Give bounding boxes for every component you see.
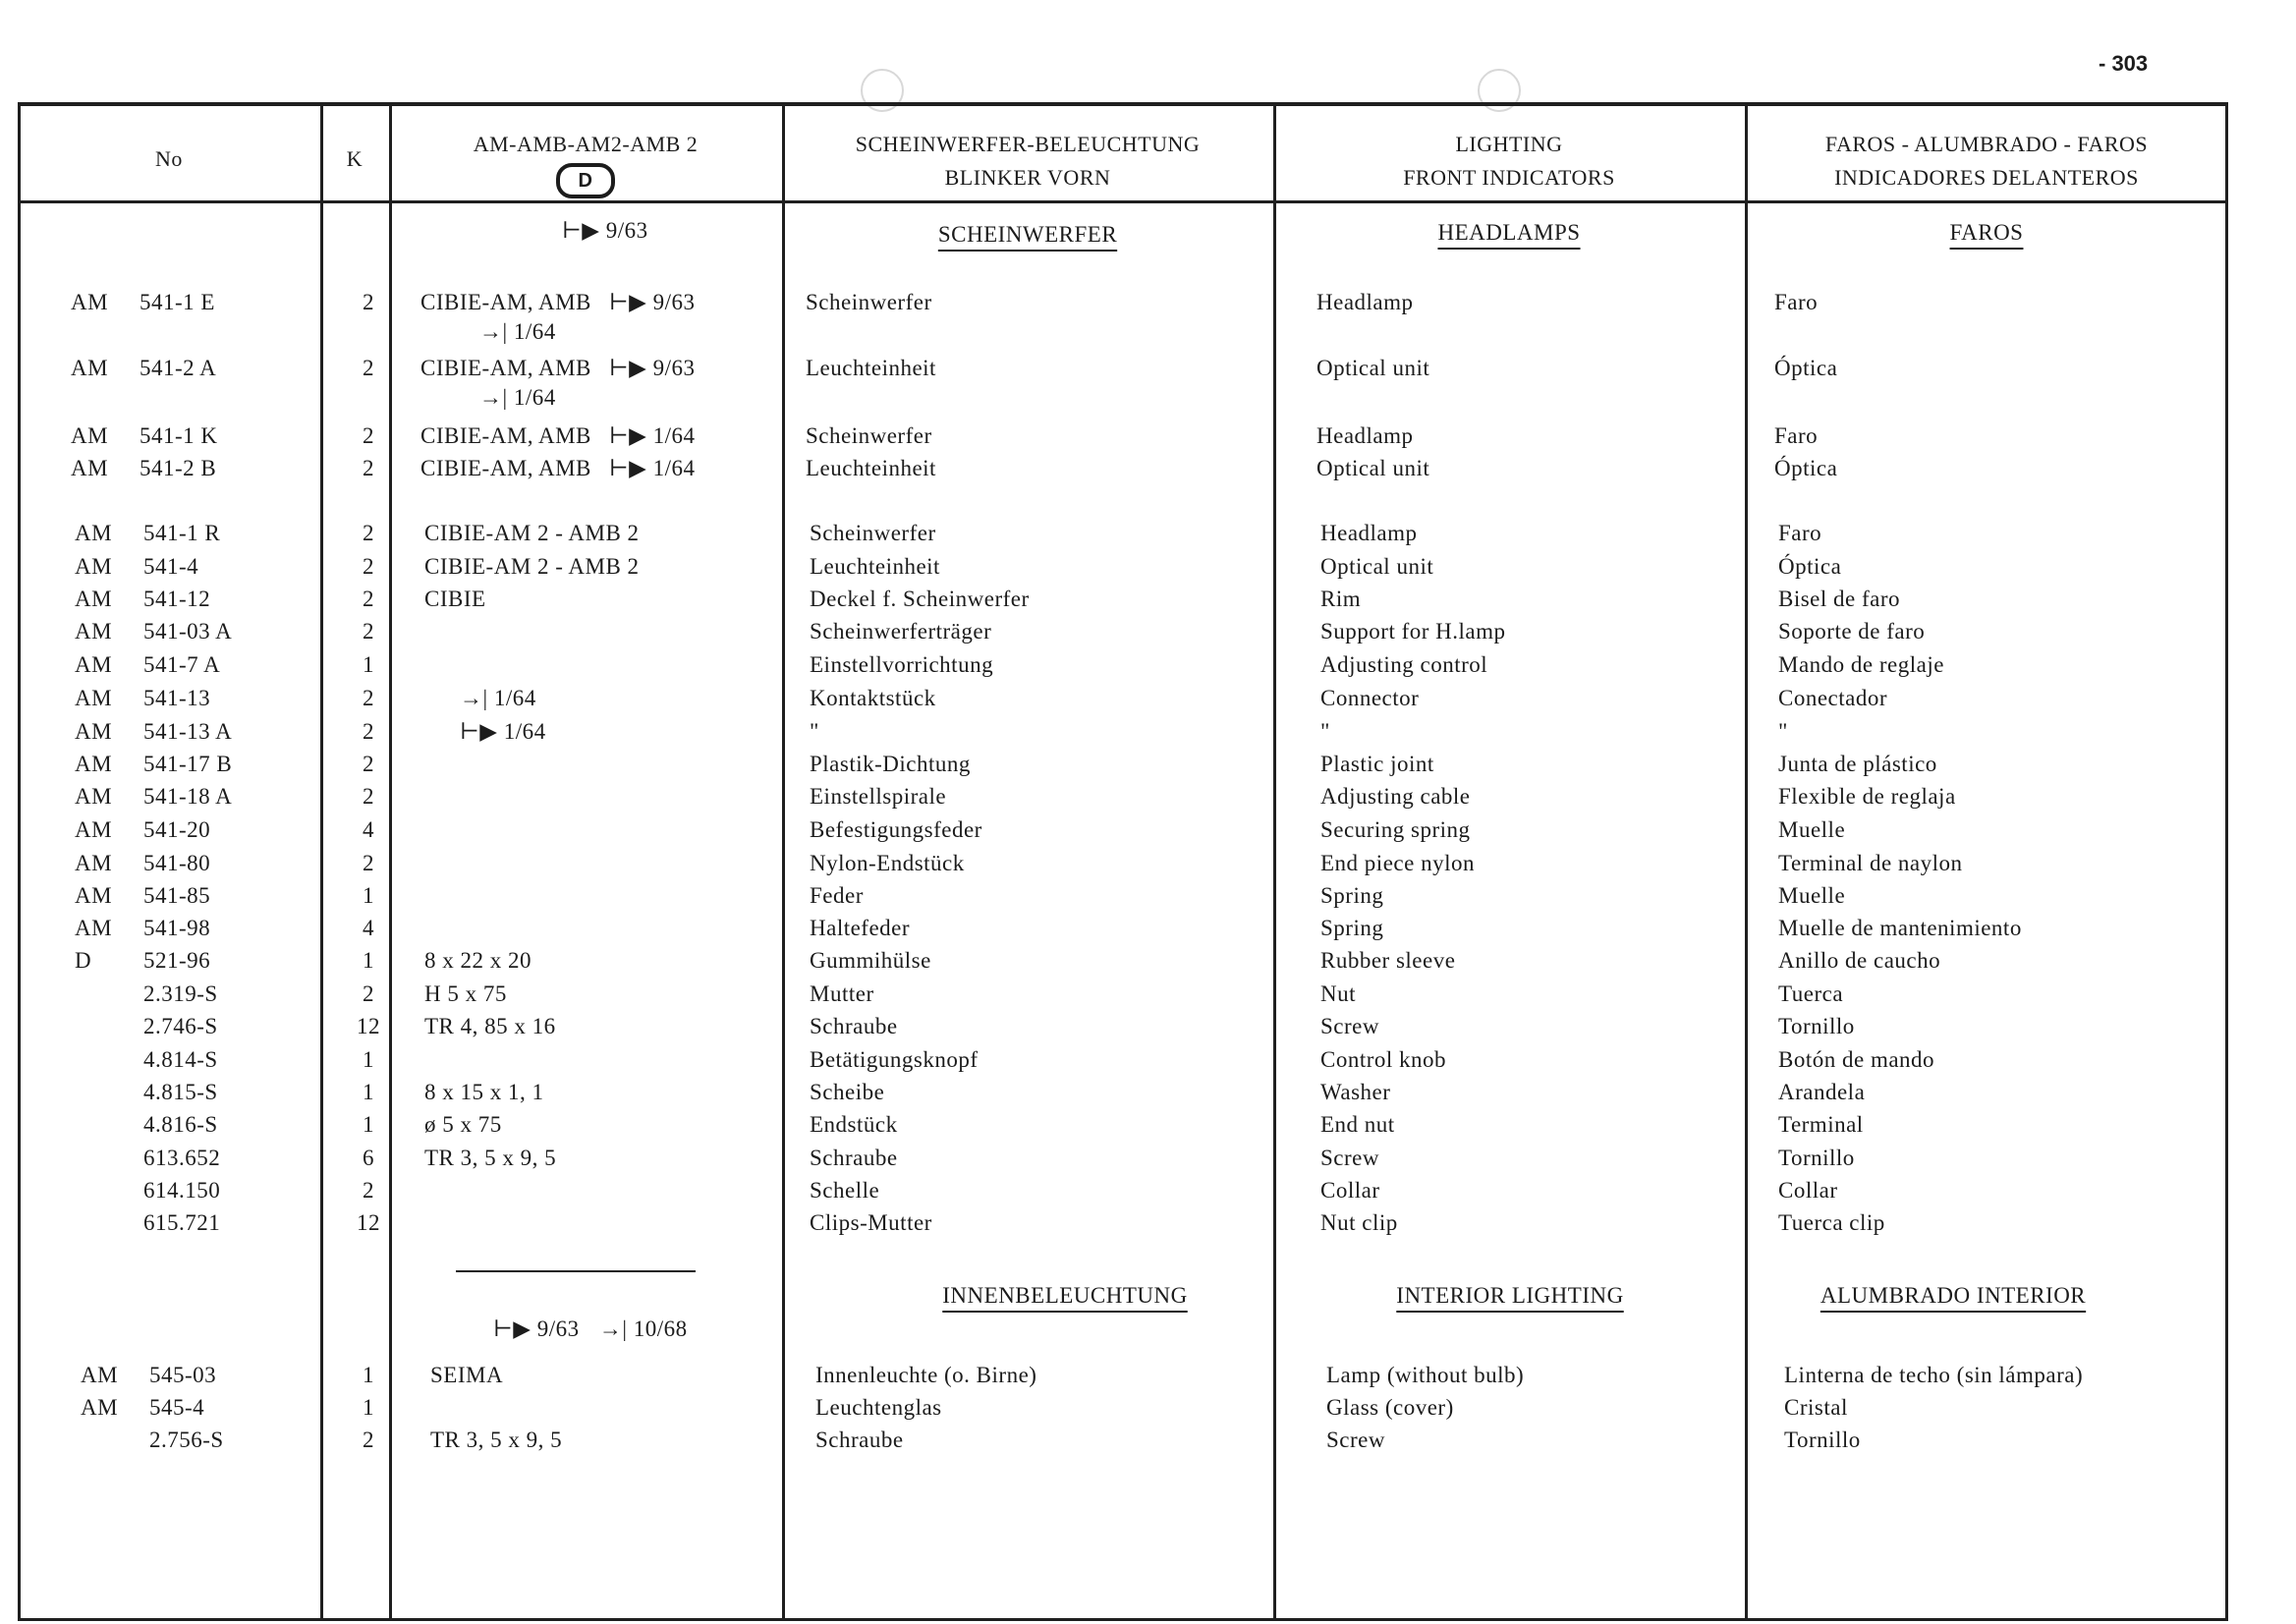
description-spanish: Tornillo <box>1778 1146 1855 1170</box>
header-german-line2: BLINKER VORN <box>944 165 1111 190</box>
quantity-k: 4 <box>363 817 374 842</box>
part-prefix: AM <box>75 619 113 644</box>
part-prefix: AM <box>75 652 113 677</box>
description-english: Optical unit <box>1316 356 1430 380</box>
description-german: Scheinwerfer <box>806 290 932 314</box>
description-english: End nut <box>1320 1112 1395 1137</box>
part-number: 541-1 K <box>140 423 218 448</box>
column-divider <box>1273 102 1276 1621</box>
description-spanish: Linterna de techo (sin lámpara) <box>1784 1363 2084 1387</box>
description-spanish: Muelle <box>1778 817 1846 842</box>
arrow-to-icon: →| <box>479 385 514 410</box>
part-prefix: AM <box>71 456 109 480</box>
header-german-line1: SCHEINWERFER-BELEUCHTUNG <box>855 132 1201 156</box>
description-english: Control knob <box>1320 1047 1447 1072</box>
description-german: Schelle <box>810 1178 880 1203</box>
description-english: Screw <box>1320 1146 1379 1170</box>
description-german: Betätigungsknopf <box>810 1047 979 1072</box>
model-spec <box>420 423 696 449</box>
date-note: 1/64 <box>513 385 556 410</box>
model-spec-text: SEIMA <box>430 1363 504 1387</box>
description-german: Innenleuchte (o. Birne) <box>815 1363 1037 1387</box>
model-spec-text: TR 4, 85 x 16 <box>424 1014 556 1038</box>
model-spec-text: CIBIE <box>424 587 486 611</box>
section1-date: 9/63 <box>605 218 648 243</box>
part-number: 2.746-S <box>143 1014 218 1038</box>
part-number: 541-1 E <box>140 290 215 314</box>
description-german: Schraube <box>810 1146 898 1170</box>
part-prefix: AM <box>75 719 113 744</box>
arrow-from-icon: ⊢▶ <box>493 1316 532 1341</box>
date-note: 1/64 <box>652 423 696 448</box>
model-spec-text: CIBIE-AM, AMB <box>420 456 591 480</box>
section1-title-german: SCHEINWERFER <box>937 222 1118 247</box>
quantity-k: 1 <box>363 1112 374 1137</box>
part-prefix: AM <box>81 1363 119 1387</box>
part-prefix: AM <box>75 883 113 908</box>
description-english: End piece nylon <box>1320 851 1475 875</box>
description-spanish: Faro <box>1774 290 1819 314</box>
description-german: Scheinwerfer <box>806 423 932 448</box>
description-english: Screw <box>1320 1014 1379 1038</box>
description-english: Collar <box>1320 1178 1380 1203</box>
country-badge: D <box>556 163 615 198</box>
description-english: Rubber sleeve <box>1320 948 1456 973</box>
section2-date-to: 10/68 <box>633 1316 688 1341</box>
description-spanish: Óptica <box>1778 554 1842 579</box>
date-note: 1/64 <box>503 719 546 744</box>
description-english: Plastic joint <box>1320 752 1434 776</box>
description-english: Screw <box>1326 1428 1385 1452</box>
description-german: Scheibe <box>810 1080 885 1104</box>
part-prefix: AM <box>75 784 113 809</box>
description-german: Schraube <box>815 1428 904 1452</box>
model-spec-text: CIBIE-AM, AMB <box>420 290 591 314</box>
description-german: Nylon-Endstück <box>810 851 965 875</box>
date-note: 9/63 <box>652 356 696 380</box>
description-english: Adjusting control <box>1320 652 1488 677</box>
description-spanish: Cristal <box>1784 1395 1848 1420</box>
description-english: Nut clip <box>1320 1210 1398 1235</box>
part-number: 541-13 <box>143 686 211 710</box>
description-spanish: Flexible de reglaja <box>1778 784 1956 809</box>
quantity-k: 12 <box>357 1210 380 1235</box>
model-spec-text: CIBIE-AM, AMB <box>420 356 591 380</box>
part-number: 545-4 <box>149 1395 205 1420</box>
part-number: 614.150 <box>143 1178 221 1203</box>
description-german: Kontaktstück <box>810 686 936 710</box>
model-spec-text: TR 3, 5 x 9, 5 <box>424 1146 557 1170</box>
description-spanish: Soporte de faro <box>1778 619 1926 644</box>
part-prefix: AM <box>71 356 109 380</box>
description-spanish: Conectador <box>1778 686 1888 710</box>
description-german: Feder <box>810 883 864 908</box>
model-spec <box>424 554 640 580</box>
part-number: 4.816-S <box>143 1112 218 1137</box>
column-divider <box>389 102 392 1621</box>
description-spanish: Botón de mando <box>1778 1047 1935 1072</box>
description-spanish: Bisel de faro <box>1778 587 1901 611</box>
quantity-k: 2 <box>363 356 374 380</box>
part-number: 541-98 <box>143 916 211 940</box>
description-german: Plastik-Dichtung <box>810 752 971 776</box>
description-german: Haltefeder <box>810 916 911 940</box>
arrow-to-icon: →| <box>479 319 514 344</box>
model-spec <box>460 686 536 711</box>
quantity-k: 2 <box>363 719 374 744</box>
part-prefix: AM <box>75 916 113 940</box>
header-k: K <box>346 146 364 171</box>
header-divider <box>18 200 2228 203</box>
part-number: 2.319-S <box>143 981 218 1006</box>
quantity-k: 2 <box>363 752 374 776</box>
column-divider <box>1745 102 1748 1621</box>
model-spec <box>424 981 507 1007</box>
description-german: Leuchtenglas <box>815 1395 942 1420</box>
quantity-k: 1 <box>363 1080 374 1104</box>
part-number: 541-18 A <box>143 784 233 809</box>
quantity-k: 2 <box>363 981 374 1006</box>
part-number: 2.756-S <box>149 1428 224 1452</box>
arrow-from-icon: ⊢▶ <box>608 290 653 314</box>
description-german: Mutter <box>810 981 874 1006</box>
description-english: Headlamp <box>1316 423 1414 448</box>
description-german: Einstellspirale <box>810 784 947 809</box>
part-number: 541-13 A <box>143 719 233 744</box>
part-number: 541-7 A <box>143 652 221 677</box>
quantity-k: 2 <box>363 784 374 809</box>
model-spec-text: 8 x 22 x 20 <box>424 948 532 973</box>
section1-title-english: HEADLAMPS <box>1437 220 1581 245</box>
description-spanish: Terminal <box>1778 1112 1864 1137</box>
quantity-k: 2 <box>363 1178 374 1203</box>
quantity-k: 2 <box>363 290 374 314</box>
model-spec <box>424 1146 556 1171</box>
quantity-k: 2 <box>363 686 374 710</box>
part-number: 541-2 A <box>140 356 217 380</box>
quantity-k: 2 <box>363 587 374 611</box>
description-spanish: Faro <box>1778 521 1822 545</box>
description-spanish: Mando de reglaje <box>1778 652 1944 677</box>
arrow-from-icon: ⊢▶ <box>608 456 653 480</box>
part-number: 613.652 <box>143 1146 221 1170</box>
part-prefix: AM <box>75 686 113 710</box>
quantity-k: 1 <box>363 948 374 973</box>
description-spanish: Muelle <box>1778 883 1846 908</box>
quantity-k: 2 <box>363 1428 374 1452</box>
model-spec-text: TR 3, 5 x 9, 5 <box>430 1428 563 1452</box>
description-spanish: " <box>1778 719 1788 744</box>
description-german: Befestigungsfeder <box>810 817 982 842</box>
part-number: 545-03 <box>149 1363 217 1387</box>
part-prefix: AM <box>75 554 113 579</box>
description-german: " <box>810 719 819 744</box>
description-german: Scheinwerfer <box>810 521 936 545</box>
description-english: Glass (cover) <box>1326 1395 1454 1420</box>
header-models <box>389 128 782 198</box>
description-german: Gummihülse <box>810 948 931 973</box>
part-number: 541-1 R <box>143 521 221 545</box>
section2-date-from: 9/63 <box>536 1316 580 1341</box>
part-prefix: AM <box>71 290 109 314</box>
part-number: 541-85 <box>143 883 211 908</box>
quantity-k: 4 <box>363 916 374 940</box>
description-english: Securing spring <box>1320 817 1471 842</box>
model-spec-text: 8 x 15 x 1, 1 <box>424 1080 544 1104</box>
description-english: " <box>1320 719 1330 744</box>
model-spec <box>430 1363 503 1388</box>
description-english: Rim <box>1320 587 1362 611</box>
model-spec-text: CIBIE-AM 2 - AMB 2 <box>424 554 640 579</box>
description-spanish: Faro <box>1774 423 1819 448</box>
description-english: Support for H.lamp <box>1320 619 1506 644</box>
quantity-k: 1 <box>363 652 374 677</box>
model-spec <box>424 521 640 546</box>
quantity-k: 2 <box>363 456 374 480</box>
description-spanish: Óptica <box>1774 356 1838 380</box>
description-english: Optical unit <box>1316 456 1430 480</box>
description-english: Lamp (without bulb) <box>1326 1363 1525 1387</box>
model-spec-text: H 5 x 75 <box>424 981 507 1006</box>
description-spanish: Tuerca clip <box>1778 1210 1885 1235</box>
description-german: Deckel f. Scheinwerfer <box>810 587 1030 611</box>
model-spec-text: CIBIE-AM, AMB <box>420 423 591 448</box>
quantity-k: 1 <box>363 883 374 908</box>
part-prefix: AM <box>75 587 113 611</box>
part-number: 615.721 <box>143 1210 221 1235</box>
header-spanish <box>1745 128 2228 195</box>
description-english: Spring <box>1320 916 1384 940</box>
header-english-line2: FRONT INDICATORS <box>1403 165 1615 190</box>
description-english: Optical unit <box>1320 554 1434 579</box>
arrow-from-icon: ⊢▶ <box>562 218 600 243</box>
date-note: 1/64 <box>513 319 556 344</box>
description-german: Leuchteinheit <box>806 456 936 480</box>
arrow-from-icon: ⊢▶ <box>608 356 653 380</box>
model-spec-text: ø 5 x 75 <box>424 1112 502 1137</box>
model-spec <box>420 456 696 481</box>
part-prefix: AM <box>75 817 113 842</box>
quantity-k: 2 <box>363 521 374 545</box>
description-german: Leuchteinheit <box>806 356 936 380</box>
description-spanish: Collar <box>1778 1178 1838 1203</box>
header-english-line1: LIGHTING <box>1455 132 1563 156</box>
description-german: Schraube <box>810 1014 898 1038</box>
description-german: Leuchteinheit <box>810 554 940 579</box>
model-spec-date-line <box>479 385 556 411</box>
quantity-k: 2 <box>363 851 374 875</box>
description-spanish: Óptica <box>1774 456 1838 480</box>
description-english: Nut <box>1320 981 1356 1006</box>
model-spec-text: CIBIE-AM 2 - AMB 2 <box>424 521 640 545</box>
description-german: Endstück <box>810 1112 898 1137</box>
quantity-k: 1 <box>363 1395 374 1420</box>
model-spec <box>430 1428 562 1453</box>
date-note: 1/64 <box>652 456 696 480</box>
date-note: 9/63 <box>652 290 696 314</box>
part-number: 541-03 A <box>143 619 233 644</box>
quantity-k: 2 <box>363 554 374 579</box>
header-spanish-line1: FAROS - ALUMBRADO - FAROS <box>1824 132 2149 156</box>
part-number: 541-20 <box>143 817 211 842</box>
description-english: Headlamp <box>1320 521 1418 545</box>
header-models-label: AM-AMB-AM2-AMB 2 <box>473 132 699 156</box>
section-separator <box>456 1270 696 1272</box>
description-spanish: Tuerca <box>1778 981 1844 1006</box>
part-prefix: AM <box>75 752 113 776</box>
description-spanish: Tornillo <box>1784 1428 1861 1452</box>
part-number: 541-2 B <box>140 456 217 480</box>
arrow-to-icon: →| <box>598 1316 628 1341</box>
model-spec <box>424 587 486 612</box>
arrow-to-icon: →| <box>460 686 494 710</box>
quantity-k: 2 <box>363 423 374 448</box>
arrow-from-icon: ⊢▶ <box>460 719 504 744</box>
section1-date-note <box>562 218 648 244</box>
part-number: 541-80 <box>143 851 211 875</box>
part-number: 541-4 <box>143 554 199 579</box>
date-note: 1/64 <box>493 686 536 710</box>
header-english <box>1273 128 1745 195</box>
part-prefix: D <box>75 948 92 973</box>
header-no: No <box>155 146 183 171</box>
description-english: Headlamp <box>1316 290 1414 314</box>
description-english: Spring <box>1320 883 1384 908</box>
model-spec <box>424 948 532 974</box>
description-spanish: Anillo de caucho <box>1778 948 1941 973</box>
description-english: Connector <box>1320 686 1420 710</box>
section2-date-note <box>493 1316 688 1342</box>
model-spec-date-line <box>479 319 556 345</box>
quantity-k: 2 <box>363 619 374 644</box>
description-spanish: Muelle de mantenimiento <box>1778 916 2022 940</box>
description-spanish: Junta de plástico <box>1778 752 1937 776</box>
column-divider <box>782 102 785 1621</box>
description-english: Washer <box>1320 1080 1391 1104</box>
quantity-k: 6 <box>363 1146 374 1170</box>
part-prefix: AM <box>81 1395 119 1420</box>
part-number: 521-96 <box>143 948 211 973</box>
description-spanish: Tornillo <box>1778 1014 1855 1038</box>
part-number: 541-17 B <box>143 752 233 776</box>
section2-title-english: INTERIOR LIGHTING <box>1396 1283 1624 1308</box>
model-spec <box>424 1080 544 1105</box>
quantity-k: 1 <box>363 1047 374 1072</box>
header-german <box>782 128 1273 195</box>
description-german: Clips-Mutter <box>810 1210 932 1235</box>
model-spec <box>420 290 696 315</box>
description-english: Adjusting cable <box>1320 784 1471 809</box>
page-number: - 303 <box>2099 51 2149 76</box>
quantity-k: 1 <box>363 1363 374 1387</box>
part-prefix: AM <box>71 423 109 448</box>
part-number: 4.814-S <box>143 1047 218 1072</box>
model-spec <box>424 1112 502 1138</box>
description-spanish: Terminal de naylon <box>1778 851 1963 875</box>
part-number: 4.815-S <box>143 1080 218 1104</box>
column-divider <box>320 102 323 1621</box>
model-spec <box>460 719 546 745</box>
quantity-k: 12 <box>357 1014 380 1038</box>
section2-title-german: INNENBELEUCHTUNG <box>942 1283 1188 1308</box>
section1-title-spanish: FAROS <box>1949 220 2024 245</box>
model-spec <box>424 1014 556 1039</box>
part-prefix: AM <box>75 851 113 875</box>
header-spanish-line2: INDICADORES DELANTEROS <box>1834 165 2139 190</box>
description-spanish: Arandela <box>1778 1080 1866 1104</box>
part-prefix: AM <box>75 521 113 545</box>
model-spec <box>420 356 696 381</box>
description-german: Einstellvorrichtung <box>810 652 994 677</box>
arrow-from-icon: ⊢▶ <box>608 423 653 448</box>
part-number: 541-12 <box>143 587 211 611</box>
section2-title-spanish: ALUMBRADO INTERIOR <box>1820 1283 2087 1308</box>
description-german: Scheinwerferträger <box>810 619 992 644</box>
